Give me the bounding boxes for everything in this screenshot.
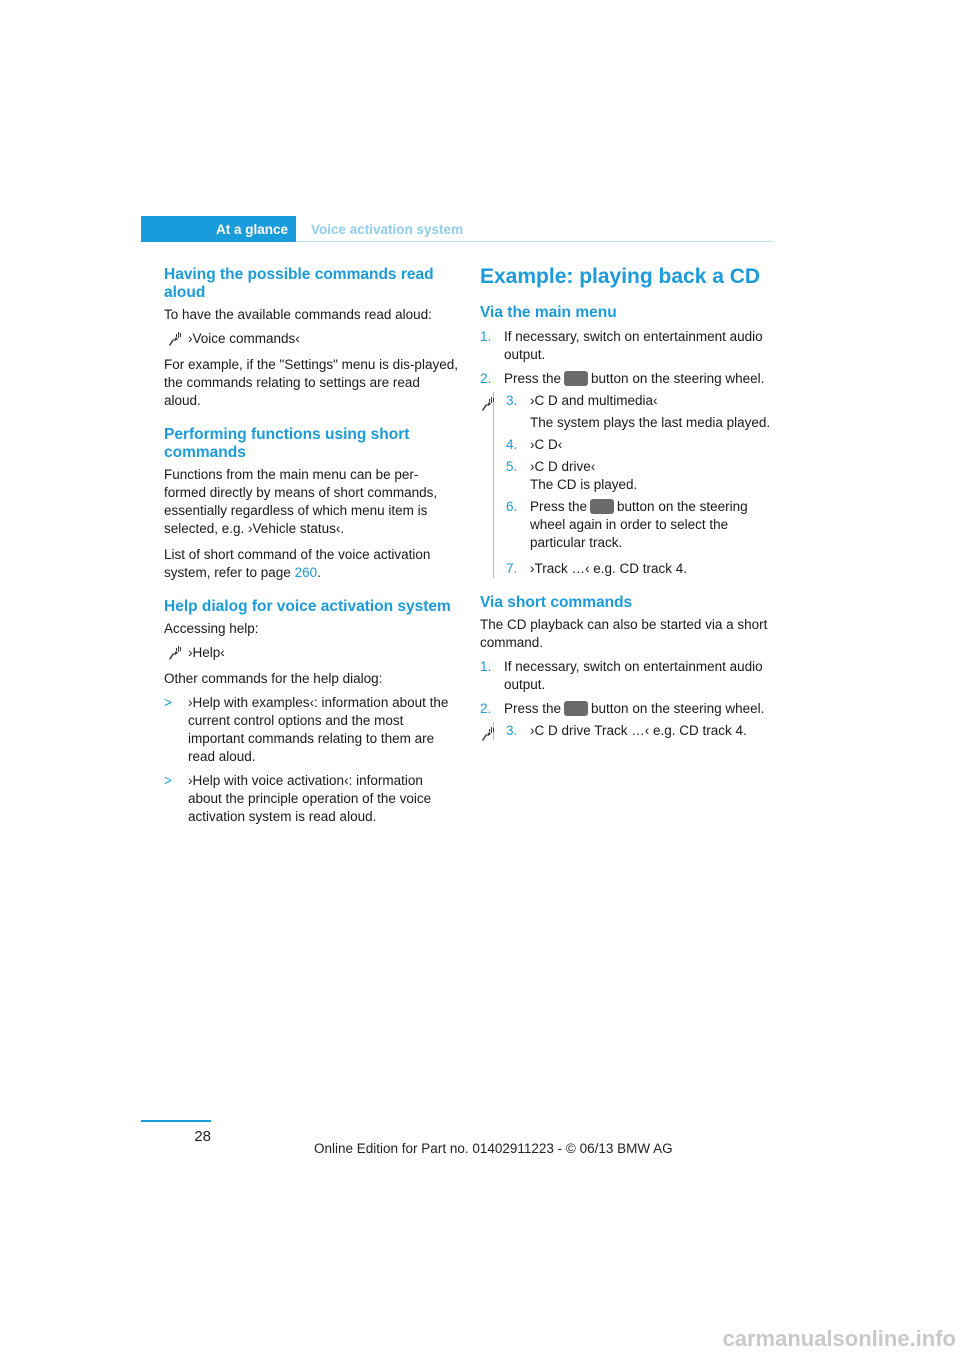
step-note: The system plays the last media played. xyxy=(530,415,771,430)
step xyxy=(506,498,776,552)
step xyxy=(480,700,776,718)
step xyxy=(506,560,776,578)
step-text: ›C D drive Track …‹ e.g. CD track 4. xyxy=(530,723,747,738)
list-item xyxy=(164,772,460,826)
page-link-260[interactable]: 260 xyxy=(294,565,318,580)
step xyxy=(480,328,776,364)
bullet-mark: > xyxy=(164,695,172,710)
paragraph: Functions from the main menu can be per-formed directly by means of short commands, essentially regardless of which menu item is selected, e.g. ›Vehicle status‹. xyxy=(164,467,438,536)
voice-command-icon xyxy=(480,726,494,742)
step xyxy=(480,658,776,694)
bullet-mark: > xyxy=(164,773,172,788)
voice-command-icon xyxy=(167,331,181,347)
step-text-pre: Press the xyxy=(530,499,588,514)
step-text-pre: Press the xyxy=(504,701,562,716)
step-number: 3. xyxy=(506,723,518,738)
edition-note: Online Edition for Part no. 01402911223 - © 06/13 BMW AG xyxy=(314,1141,673,1156)
step xyxy=(480,370,776,388)
step-number: 3. xyxy=(506,393,518,408)
voice-command-icon xyxy=(480,396,494,412)
section-label: Voice activation system xyxy=(311,222,464,237)
right-column xyxy=(480,264,776,740)
left-column xyxy=(164,266,460,826)
bullet-text: ›Help with examples‹: information about the current control options and the most important commands relating to them are read aloud. xyxy=(188,695,449,764)
bullet-text: ›Help with voice activation‹: information about the principle operation of the voice activation system is read aloud. xyxy=(188,773,432,824)
paragraph: To have the available commands read aloud: xyxy=(164,307,432,322)
paragraph: Other commands for the help dialog: xyxy=(164,671,383,686)
page-ref-end: . xyxy=(317,565,321,580)
step-text-post: button on the steering wheel again in order to select the particular track. xyxy=(530,499,748,550)
step xyxy=(506,458,776,476)
step-text: If necessary, switch on entertainment audio output. xyxy=(504,659,763,692)
page-ref-text: List of short command of the voice activation system, refer to page xyxy=(164,547,431,580)
step-text-post: button on the steering wheel. xyxy=(591,701,765,716)
voice-command-block xyxy=(493,722,776,740)
step-number: 4. xyxy=(506,437,518,452)
paragraph: The CD playback can also be started via a short command. xyxy=(480,617,768,650)
watermark: carmanualsonline.info xyxy=(722,1326,956,1351)
steering-wheel-voice-button-icon xyxy=(564,701,588,716)
step-text: ›C D and multimedia‹ xyxy=(530,393,658,408)
step-text: ›C D drive‹ xyxy=(530,459,596,474)
footer-rule xyxy=(141,1120,211,1122)
steering-wheel-voice-button-icon xyxy=(590,499,614,514)
step-number: 1. xyxy=(480,659,492,674)
page-header xyxy=(141,216,773,242)
step-text: ›Track …‹ e.g. CD track 4. xyxy=(530,561,688,576)
chapter-label: At a glance xyxy=(215,222,288,237)
voice-command-row xyxy=(164,644,460,662)
heading-short-commands: Performing functions using short commands xyxy=(164,426,410,461)
voice-command-icon xyxy=(167,645,181,661)
step-text: ›C D‹ xyxy=(530,437,563,452)
step-number: 7. xyxy=(506,561,518,576)
paragraph: For example, if the "Settings" menu is dis-played, the commands relating to settings are read aloud. xyxy=(164,357,458,408)
step-number: 1. xyxy=(480,329,492,344)
heading-read-aloud: Having the possible commands read aloud xyxy=(164,266,434,301)
command-voice-commands: ›Voice commands‹ xyxy=(188,331,300,346)
step-number: 2. xyxy=(480,371,492,386)
step-number: 6. xyxy=(506,499,518,514)
step xyxy=(506,436,776,454)
paragraph: Accessing help: xyxy=(164,621,259,636)
step-number: 5. xyxy=(506,459,518,474)
steering-wheel-voice-button-icon xyxy=(564,371,588,386)
page-number: 28 xyxy=(194,1128,211,1145)
heading-short-commands-cd: Via short commands xyxy=(480,594,633,611)
list-item xyxy=(164,694,460,766)
step-text: If necessary, switch on entertainment audio output. xyxy=(504,329,763,362)
example-title: Example: playing back a CD xyxy=(480,265,761,288)
step xyxy=(506,392,776,410)
voice-command-block xyxy=(493,392,776,578)
paragraph-page-ref xyxy=(164,546,460,582)
step xyxy=(506,722,776,740)
step-text-post: button on the steering wheel. xyxy=(591,371,765,386)
step-text-pre: Press the xyxy=(504,371,562,386)
step-note: The CD is played. xyxy=(530,477,638,492)
heading-main-menu: Via the main menu xyxy=(480,304,617,321)
voice-command-row xyxy=(164,330,460,348)
step-number: 2. xyxy=(480,701,492,716)
heading-help-dialog: Help dialog for voice activation system xyxy=(164,598,451,615)
command-help: ›Help‹ xyxy=(188,645,225,660)
chapter-tab xyxy=(141,216,296,242)
header-rule xyxy=(296,241,773,242)
